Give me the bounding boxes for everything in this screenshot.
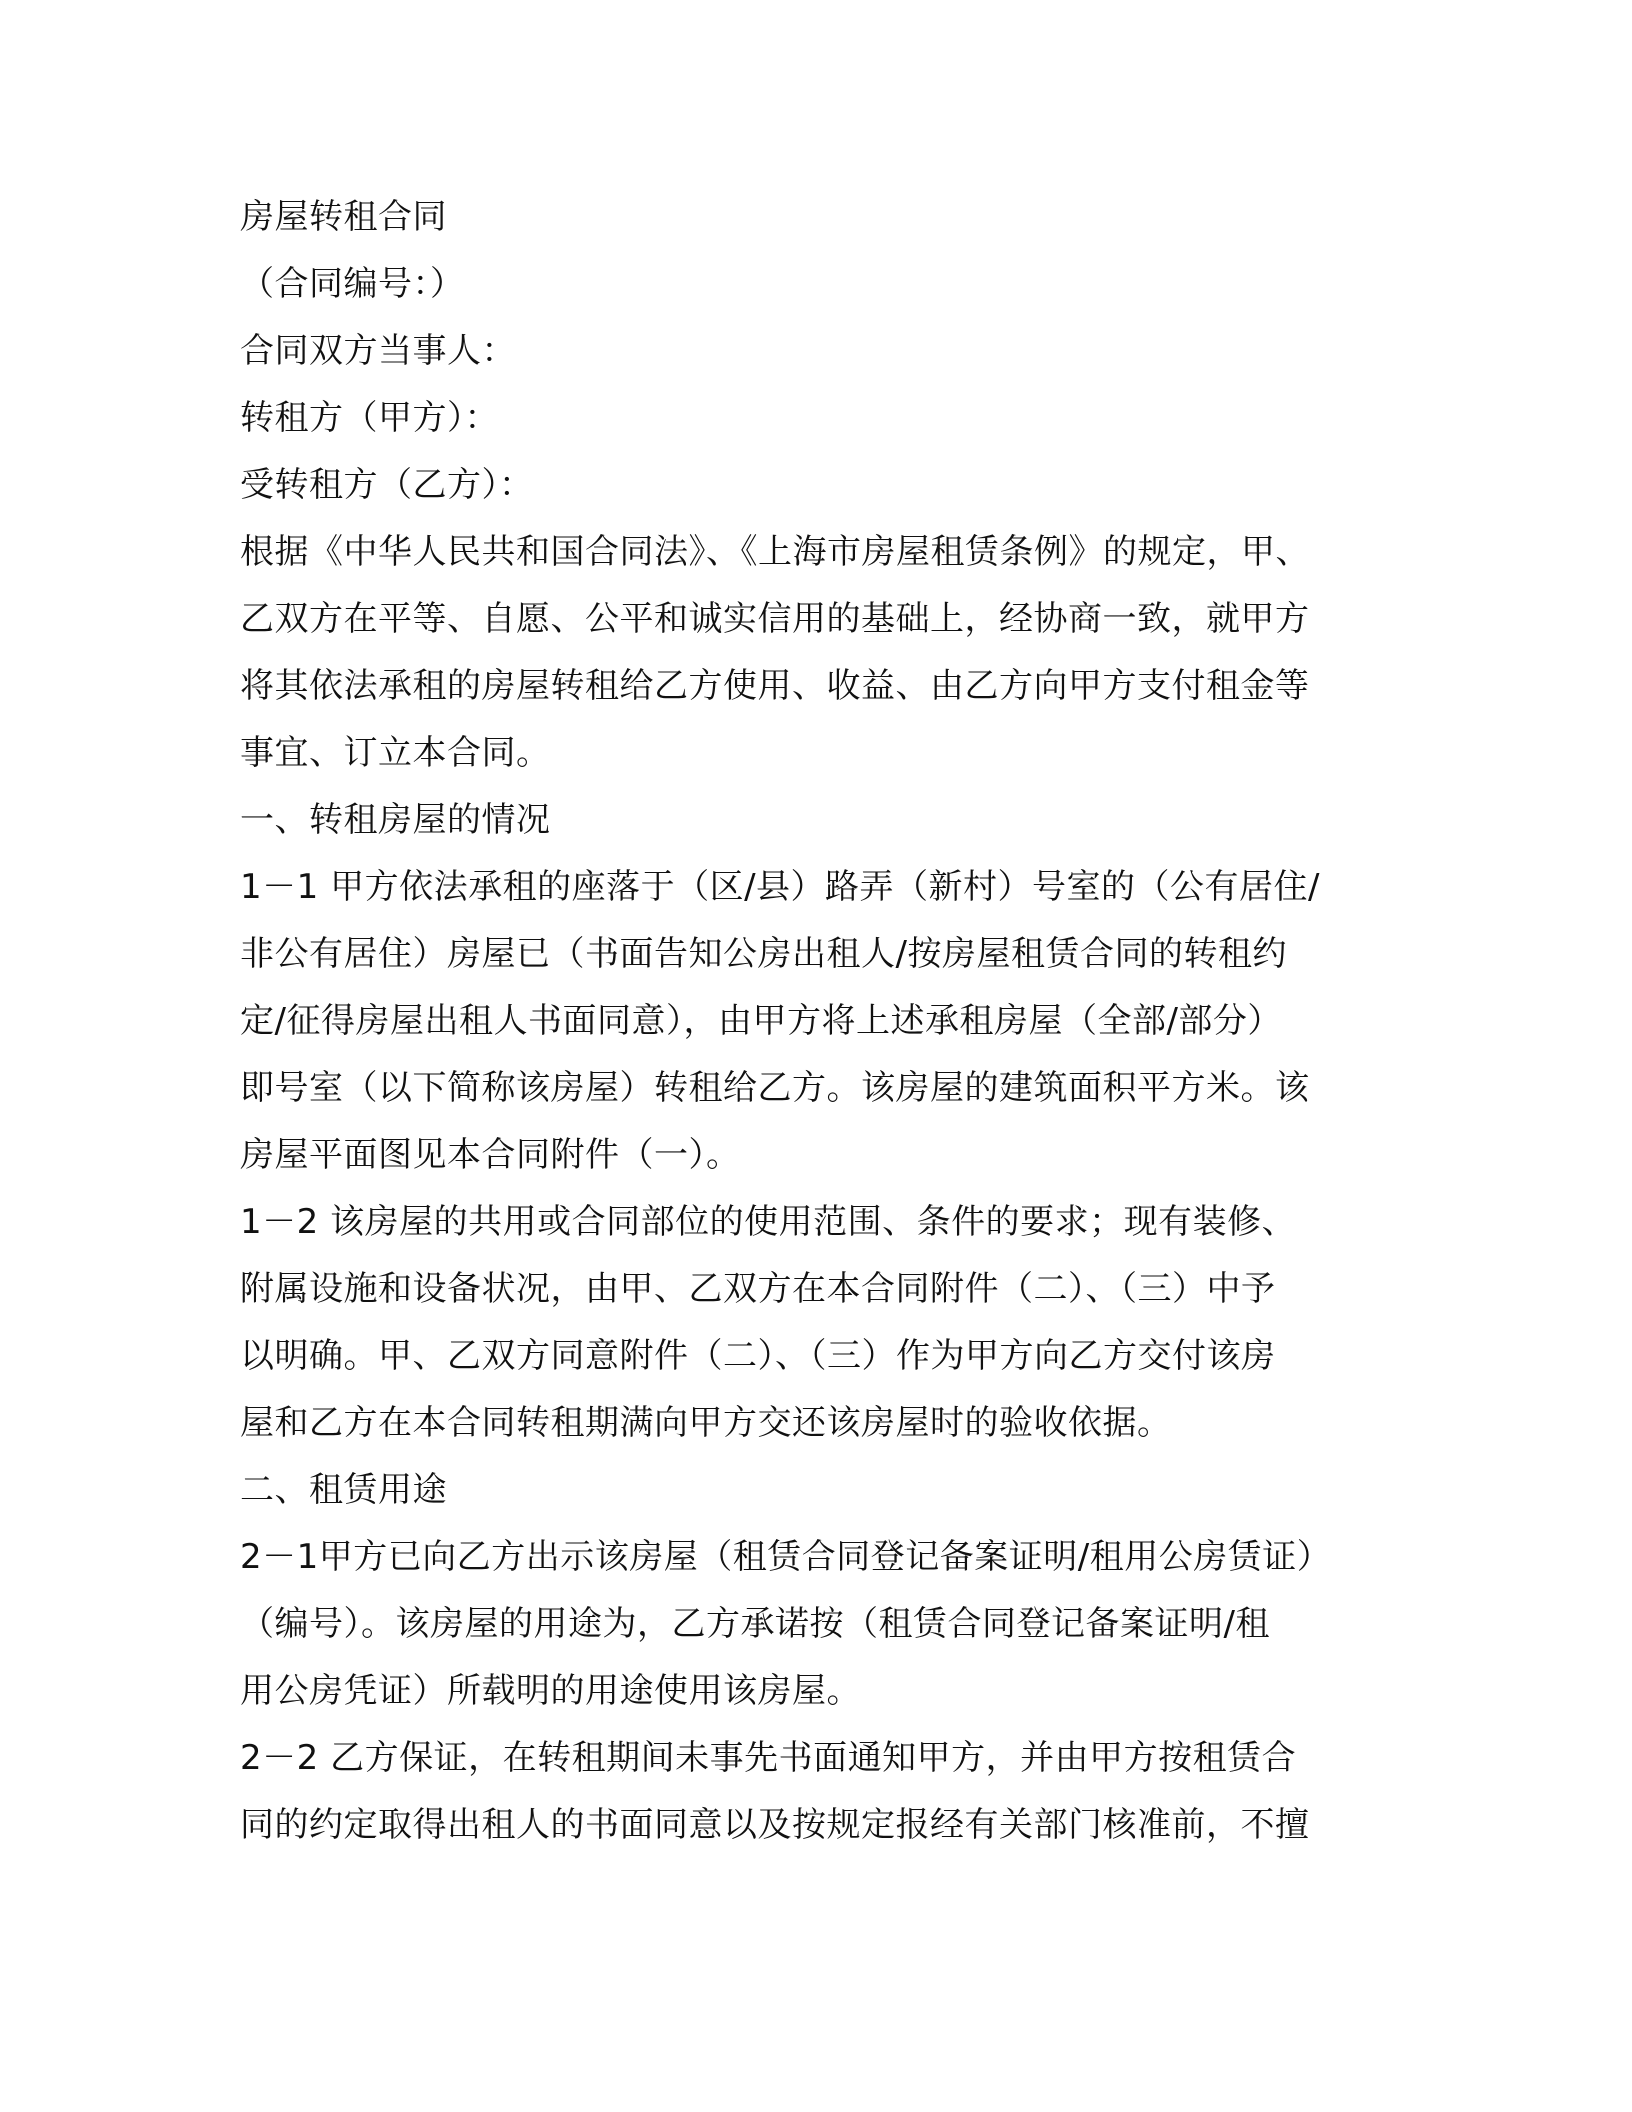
party-a: 转租方（甲方）：: [240, 398, 499, 438]
clause-line: 屋和乙方在本合同转租期满向甲方交还该房屋时的验收依据。: [240, 1403, 1172, 1443]
section-heading: 一、转租房屋的情况: [240, 800, 551, 840]
clause-line: 2－2 乙方保证，在转租期间未事先书面通知甲方，并由甲方按租赁合: [240, 1738, 1297, 1778]
clause-line: 非公有居住）房屋已（书面告知公房出租人/按房屋租赁合同的转租约: [240, 934, 1287, 974]
clause-line: 定/征得房屋出租人书面同意），由甲方将上述承租房屋（全部/部分）: [240, 1001, 1282, 1041]
contract-number: （合同编号：）: [240, 264, 465, 304]
clause-line: 即号室（以下简称该房屋）转租给乙方。该房屋的建筑面积平方米。该: [240, 1068, 1310, 1108]
party-b: 受转租方（乙方）：: [240, 465, 534, 505]
parties-heading: 合同双方当事人：: [240, 331, 516, 371]
clause-line: 房屋平面图见本合同附件（一）。: [240, 1135, 741, 1175]
section-heading: 二、租赁用途: [240, 1470, 447, 1510]
preamble-line: 将其依法承租的房屋转租给乙方使用、收益、由乙方向甲方支付租金等: [240, 666, 1310, 706]
clause-line: 1－2 该房屋的共用或合同部位的使用范围、条件的要求；现有装修、: [240, 1202, 1297, 1242]
clause-line: 2－1甲方已向乙方出示该房屋（租赁合同登记备案证明/租用公房赁证）: [240, 1537, 1332, 1577]
clause-line: （编号）。该房屋的用途为，乙方承诺按（租赁合同登记备案证明/租: [240, 1604, 1270, 1644]
clause-line: 附属设施和设备状况，由甲、乙双方在本合同附件（二）、（三）中予: [240, 1269, 1276, 1309]
preamble-line: 乙双方在平等、自愿、公平和诚实信用的基础上，经协商一致，就甲方: [240, 599, 1310, 639]
clause-line: 以明确。甲、乙双方同意附件（二）、（三）作为甲方向乙方交付该房: [240, 1336, 1276, 1376]
document-body: [240, 184, 1400, 1859]
clause-line: 用公房凭证）所载明的用途使用该房屋。: [240, 1671, 861, 1711]
document-title: 房屋转租合同: [240, 197, 447, 237]
preamble-line: 根据《中华人民共和国合同法》、《上海市房屋租赁条例》的规定，甲、: [240, 532, 1310, 572]
preamble-line: 事宜、订立本合同。: [240, 733, 551, 773]
clause-line: 1－1 甲方依法承租的座落于（区/县）路弄（新村）号室的（公有居住/: [240, 867, 1320, 907]
clause-line: 同的约定取得出租人的书面同意以及按规定报经有关部门核准前，不擅: [240, 1805, 1310, 1845]
